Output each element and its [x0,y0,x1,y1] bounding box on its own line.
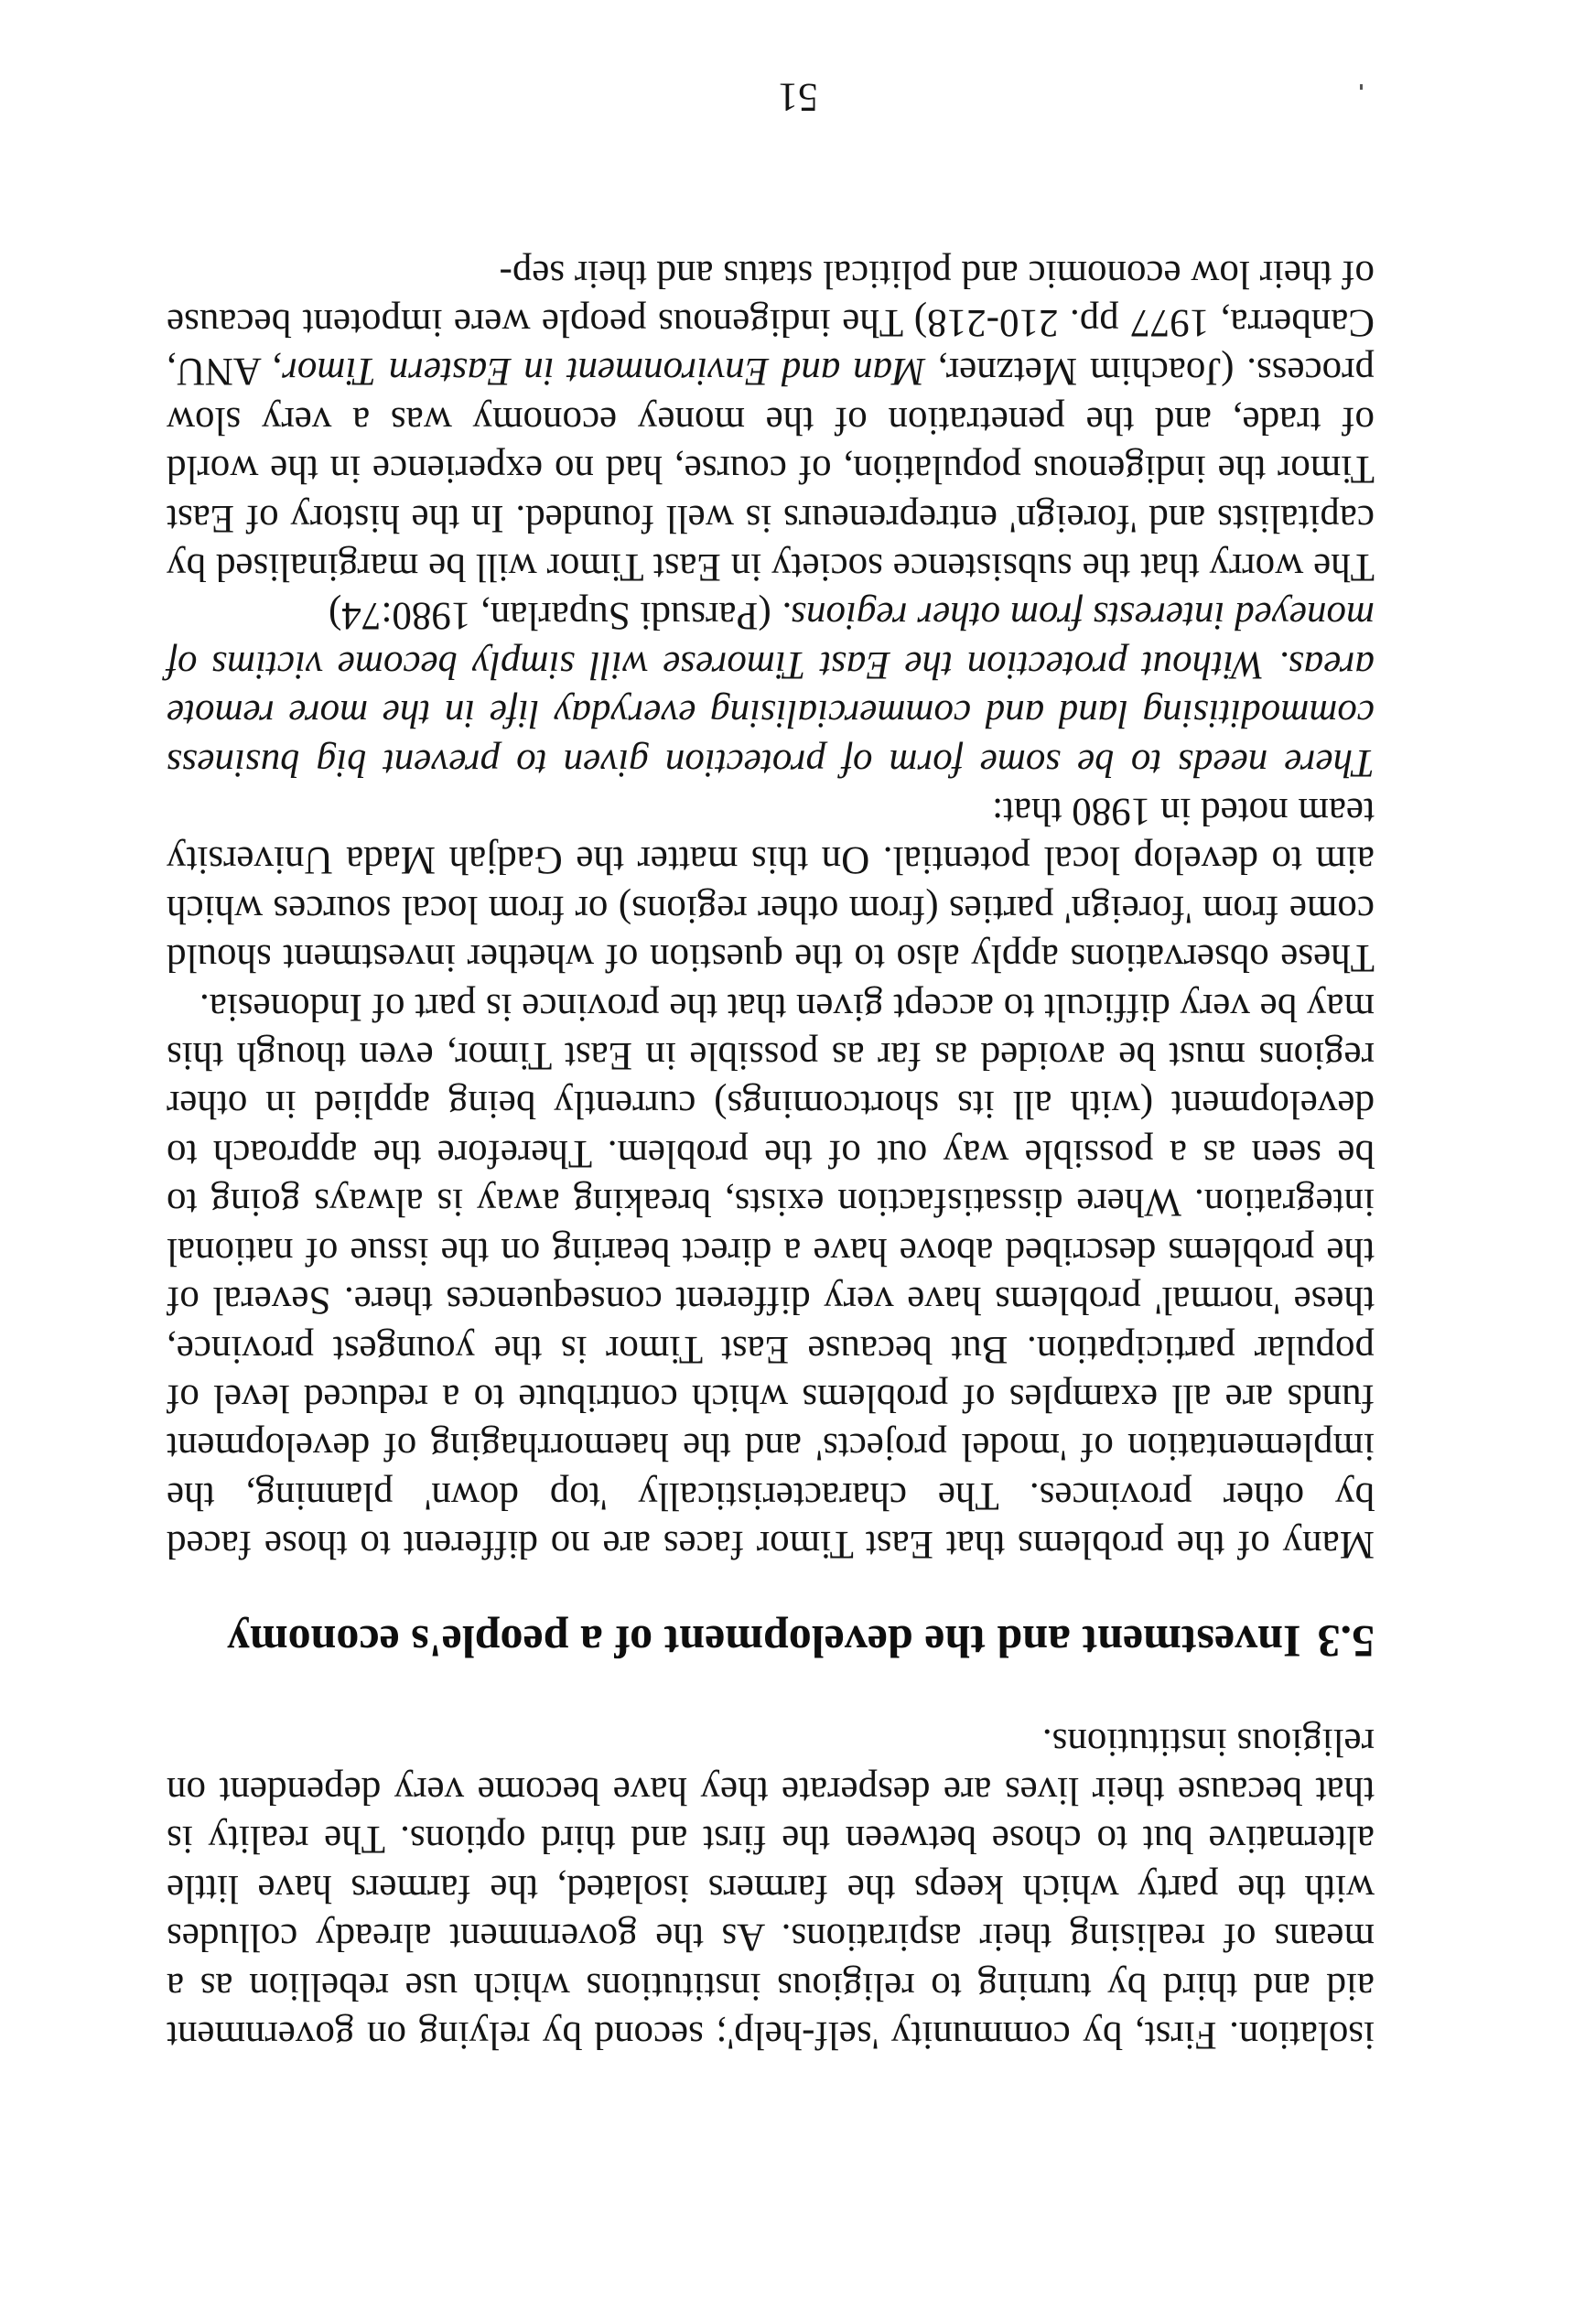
book-title: Man and Environment in Eastern Timor [282,350,925,394]
section-heading [167,1616,1375,1668]
block-quote [167,591,1375,787]
paragraph-continuation: isolation. First, by community 'self-help'; second by relying on government aid and third by turning to religious institutions which use rebellion as a means of realising their aspirations. As the government already colludes with the party which keeps the farmers isolated, the farmers have little alternative but to chose between the first and third options. The reality is that because their lives are desperate they have become very dependent on religious institutions. [167,1720,1375,2056]
quote-text: There needs to be some form of protection given to prevent big business commoditising land and commercialising everyday life in the more remote areas. Without protection the East Timorese will simply become victims of moneyed interests from other regions. [167,594,1375,784]
section-number: 5.3 [1317,1616,1375,1668]
paragraph-subsistence [167,249,1375,591]
text-body [167,249,1375,2059]
section-title: Investment and the development of a people's economy [226,1616,1301,1668]
quote-citation: (Parsudi Suparlan, 1980:74) [329,594,771,638]
paragraph-text-a: The worry that the subsistence society in East Timor will be marginalised by capitalists and 'foreign' entrepreneurs is well founded. In the history of East Timor the indigenous population, of course, had no experience in the world of trade, and the penetration of the money economy was a very slow process. (Joachim Metzner, [167,350,1375,589]
paragraph-text-b: , ANU, Canberra, 1977 pp. 210-218) The indigenous people were impotent because of their low economic and political status and their sep- [167,252,1375,394]
paragraph-investment: These observations apply also to the question of whether investment should come from 'foreign' parties (from other regions) or from local sources which aim to develop local potential. On this matter the Gadjah Mada University team noted in 1980 that: [167,790,1375,980]
paragraph-problems: Many of the problems that East Timor faces are no different to those faced by other provinces. The characteristically 'top down' planning, the implementation of 'model projects' and the haemorrhaging of development funds are all examples of problems which contribute to a reduced level of popular participation. But because East Timor is the youngest province, these 'normal' problems have very different consequences there. Several of the problems described above have a direct bearing on the issue of national integration. Where dissatisfaction exists, breaking away is always going to be seen as a possible way out of the problem. Therefore the approach to development (with all its shortcomings) currently being applied in other regions must be avoided as far as possible in East Timor, even though this may be very difficult to accept given that the province is part of Indonesia. [167,985,1375,1567]
page-number: 51 [778,75,818,120]
